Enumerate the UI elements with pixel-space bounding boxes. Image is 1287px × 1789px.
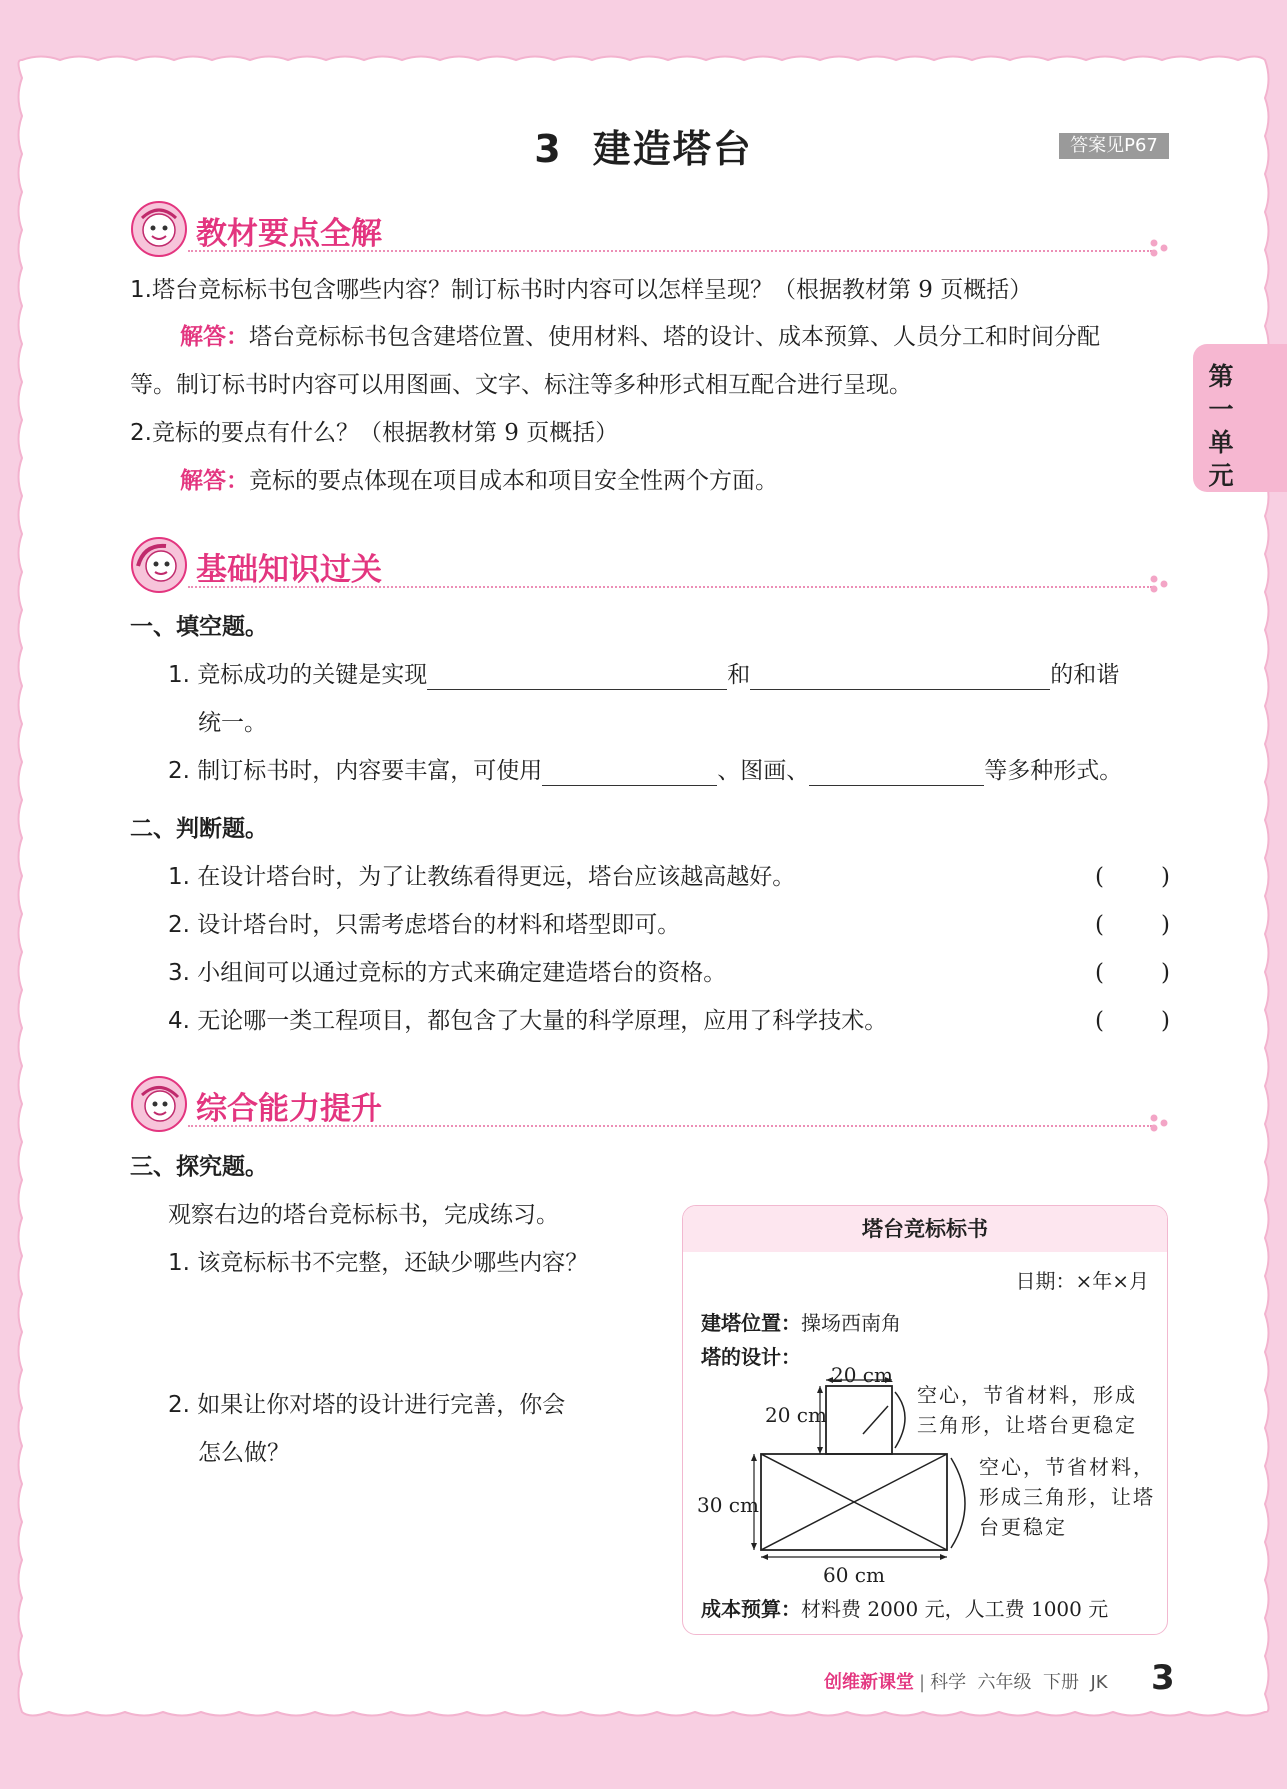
bid-document [682,1205,1168,1635]
lesson-number: 3 [534,127,563,171]
section-header-advanced [130,1075,1170,1135]
unit-tab-char: 一 [1208,395,1234,424]
unit-side-tab [1193,344,1287,492]
page: 3 建造塔台 答案见P67 第 一 单 元 教材要点全解 1.塔台竞标标书包含哪些内容？制订标书时内容可以怎样呈现？（根据教材第 9 页概括） 解答：塔台竞标标书包含建塔位置、使用材料、塔的设计、成本预算、人员分工和时间分配 等。制订标书时内容可以用图画、文字、标注等多种形式相互配合进行呈现。 2.竞标的要点有什么？（根据教材第 9 页概括） 解答：竞标的要点体现在项目成本和项目安全性两个方面。 基础知识过关 一、填空题。 1. 竞标成功的关键是实现 和 的和谐 统一。 2. 制订标书时，内容要丰富，可使用 、图画、 等多种形式。 二、判断题。 1. 在设计塔台时，为了让教练看得更远，塔台应该越高越好。 ( ) 2. 设计塔台时，只需考虑塔台的材料和塔型即可。 ( ) 3. 小组间可以通过竞标的方式来确定建造塔台的资格。 ( ) 4. 无论哪一类工程项目，都包含了大量的科学原理，应用了科学技术。 ( ) 综合能力提升 三、探究题。 观察右边的塔台竞标标书，完成练习。 1. 该竞标标书不完整，还缺少哪些内容？ 2. 如果让你对塔的设计进行完善，你会 怎么做？ 塔台竞标标书 日期：×年×月 建塔位置：操场西南角 塔的设计： 20 cm 20 cm 30 cm 60 cm 空心，节省材料，形成 三角形，让塔台更稳定 空心，节省材料， 形成三角形，让塔 台更稳定 成本预算：材料费 2000 元，人工费 1000 元 创维新课堂 | 科学 六年级 下册 JK 3 [0,0,1287,1789]
answer-label: 解答： [180,468,249,494]
true-false-item: 4. 无论哪一类工程项目，都包含了大量的科学原理，应用了科学技术。 [168,1008,888,1034]
mascot-icon [130,536,188,594]
mascot-icon [130,200,188,258]
unit-tab-char: 元 [1208,461,1234,490]
fill-blank-question-1-cont: 统一。 [198,710,267,736]
explore-intro: 观察右边的塔台竞标标书，完成练习。 [168,1202,559,1228]
section-title: 综合能力提升 [196,1091,382,1127]
lesson-title: 建造塔台 [592,127,753,171]
true-false-item: 1. 在设计塔台时，为了让教练看得更远，塔台应该越高越好。 [168,864,796,890]
bid-title: 塔台竞标标书 [683,1206,1167,1252]
key-answer-2: 解答：竞标的要点体现在项目成本和项目安全性两个方面。 [180,468,778,494]
answer-blank[interactable] [750,663,1050,690]
bid-location: 建塔位置：操场西南角 [701,1311,901,1335]
fill-blank-heading: 一、填空题。 [130,614,268,640]
decorative-dots-icon [1148,574,1170,594]
section-header-basics [130,536,1170,596]
answer-blank[interactable] [809,759,984,786]
key-question-1: 1.塔台竞标标书包含哪些内容？制订标书时内容可以怎样呈现？（根据教材第 9 页概括） [130,277,1033,303]
key-answer-1: 解答：塔台竞标标书包含建塔位置、使用材料、塔的设计、成本预算、人员分工和时间分配 [180,324,1100,350]
section-divider [188,1125,1152,1127]
footer-brand: 创维新课堂 [824,1672,914,1693]
bid-budget: 成本预算：材料费 2000 元，人工费 1000 元 [701,1597,1109,1621]
decorative-dots-icon [1148,238,1170,258]
key-question-2: 2.竞标的要点有什么？（根据教材第 9 页概括） [130,420,619,446]
explore-question-2: 2. 如果让你对塔的设计进行完善，你会 [168,1392,566,1418]
answer-reference-tag: 答案见P67 [1059,133,1169,159]
mascot-icon [130,1075,188,1133]
unit-tab-char: 单 [1208,428,1234,457]
dimension-label: 20 cm [831,1363,893,1387]
true-false-item: 2. 设计塔台时，只需考虑塔台的材料和塔型即可。 [168,912,681,938]
bid-date: 日期：×年×月 [1015,1269,1149,1293]
section-title: 基础知识过关 [196,552,382,588]
footer-info: 创维新课堂 | 科学 六年级 下册 JK [824,1672,1108,1693]
dimension-label: 20 cm [765,1403,827,1427]
section-title: 教材要点全解 [196,216,382,252]
bid-design-label: 塔的设计： [701,1345,801,1369]
fill-blank-question-2: 2. 制订标书时，内容要丰富，可使用 、图画、 等多种形式。 [168,758,1123,784]
explore-heading: 三、探究题。 [130,1154,268,1180]
dimension-label: 30 cm [697,1493,759,1517]
dimension-label: 60 cm [823,1563,885,1587]
key-answer-1-cont: 等。制订标书时内容可以用图画、文字、标注等多种形式相互配合进行呈现。 [130,372,912,398]
fill-blank-question-1: 1. 竞标成功的关键是实现 和 的和谐 [168,662,1120,688]
section-divider [188,586,1152,588]
design-note-top: 空心，节省材料，形成 三角形，让塔台更稳定 [917,1383,1137,1437]
section-header-key-points [130,200,1170,260]
true-false-item: 3. 小组间可以通过竞标的方式来确定建造塔台的资格。 [168,960,727,986]
decorative-dots-icon [1148,1113,1170,1133]
page-number: 3 [1151,1658,1175,1698]
answer-blank[interactable] [542,759,717,786]
explore-question-2-cont: 怎么做？ [198,1440,290,1466]
unit-tab-char: 第 [1208,362,1234,391]
answer-blank[interactable] [427,663,727,690]
section-divider [188,250,1152,252]
true-false-heading: 二、判断题。 [130,816,268,842]
design-note-base: 空心，节省材料， 形成三角形，让塔 台更稳定 [979,1455,1155,1539]
explore-question-1: 1. 该竞标标书不完整，还缺少哪些内容？ [168,1250,589,1276]
answer-label: 解答： [180,324,249,350]
